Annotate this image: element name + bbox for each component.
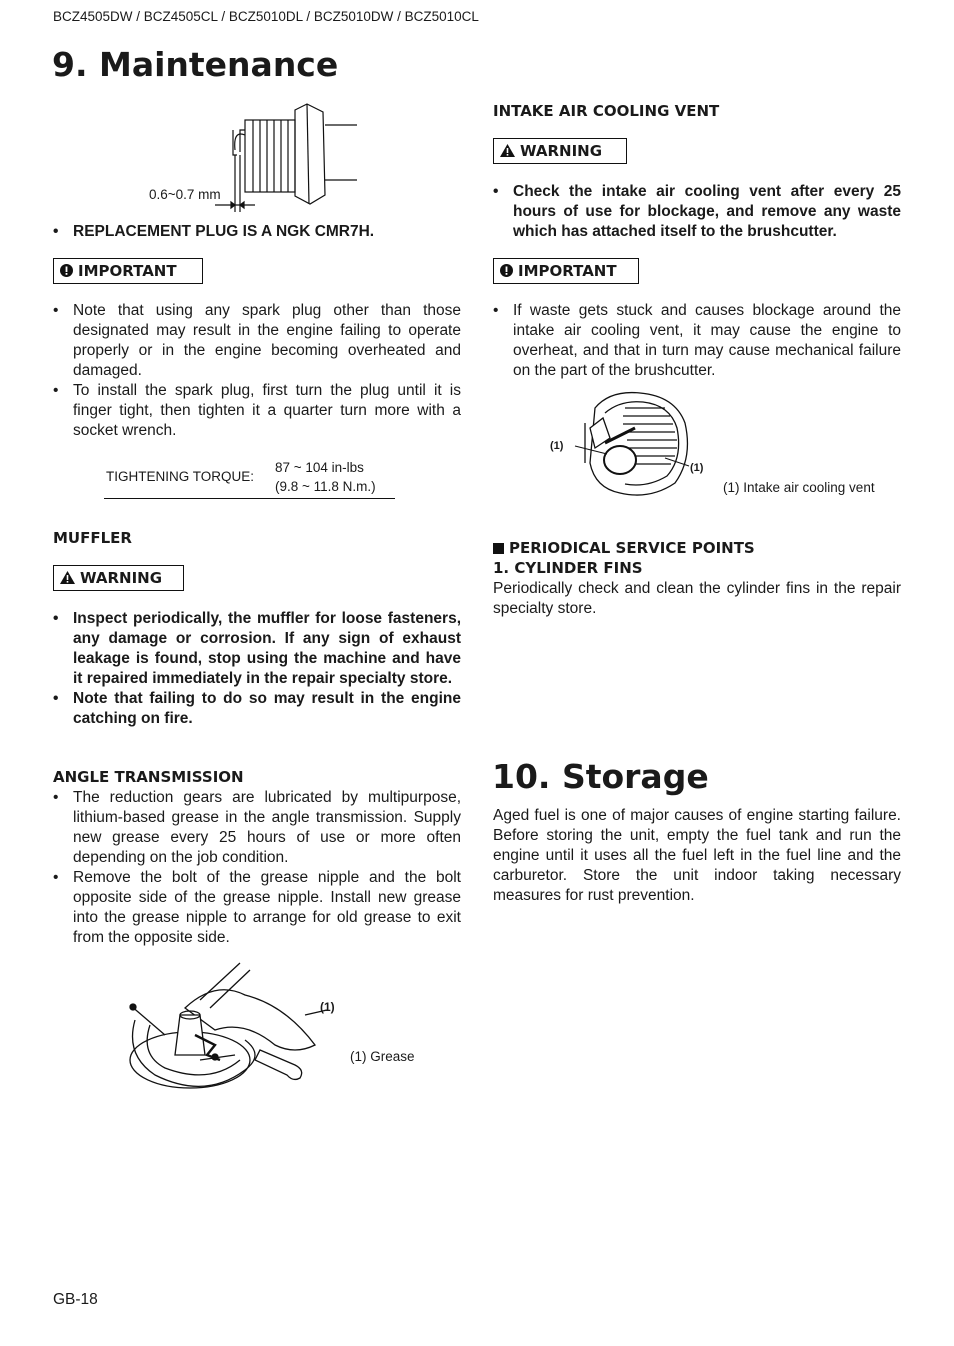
warning-label: WARNING bbox=[80, 568, 163, 587]
important-label: IMPORTANT bbox=[518, 261, 617, 280]
list-item: • Note that using any spark plug other than those designated may result in the engine failing to operate properly or in the engine becoming overheated and damaged. bbox=[53, 301, 461, 381]
warning-triangle-icon bbox=[60, 571, 75, 584]
list-item: • Remove the bolt of the grease nipple and the bolt opposite side of the grease nipple. Install new grease into the grease nipple to arrange for old grease to exit from the opposite side. bbox=[53, 868, 461, 948]
periodic-title: PERIODICAL SERVICE POINTS bbox=[509, 539, 755, 557]
muffler-notes bbox=[53, 609, 461, 729]
angle-transmission-illustration bbox=[115, 960, 335, 1095]
list-item: • If waste gets stuck and causes blockage around the intake air cooling vent, it may cause the engine to overheat, and that in turn may cause mechanical failure on the part of the brushcutter. bbox=[493, 301, 901, 381]
list-item: • The reduction gears are lubricated by multipurpose, lithium-based grease in the angle transmission. Supply new grease every 25 hours of use or more often depending on the job condition. bbox=[53, 788, 461, 868]
section-title-storage: 10. Storage bbox=[492, 757, 709, 796]
torque-underline bbox=[104, 498, 395, 499]
warning-triangle-icon bbox=[500, 144, 515, 157]
vent-callout-left: (1) bbox=[550, 440, 564, 452]
list-item: • Check the intake air cooling vent after every 25 hours of use for blockage, and remove any waste which has attached itself to the brushcutter. bbox=[493, 182, 901, 242]
important-label: IMPORTANT bbox=[78, 261, 177, 280]
spark-plug-notes bbox=[53, 301, 461, 441]
exclamation-circle-icon bbox=[60, 264, 73, 277]
grease-callout: (1) bbox=[320, 1000, 335, 1014]
warning-label: WARNING bbox=[520, 141, 603, 160]
engine-illustration bbox=[565, 388, 695, 500]
storage-text: Aged fuel is one of major causes of engine starting failure. Before storing the unit, empty the fuel tank and run the engine until it uses all the fuel left in the fuel line and the carburetor. Store the unit indoor taking necessary measures for rust prevention. bbox=[493, 807, 901, 904]
intake-title: INTAKE AIR COOLING VENT bbox=[493, 102, 720, 120]
square-bullet-icon bbox=[493, 543, 504, 554]
replacement-list bbox=[53, 222, 463, 242]
angle-notes bbox=[53, 788, 461, 948]
vent-caption: (1) Intake air cooling vent bbox=[723, 480, 875, 495]
vent-callout-right: (1) bbox=[690, 462, 704, 474]
list-item: • Inspect periodically, the muffler for loose fasteners, any damage or corrosion. If any sign of exhaust leakage is found, stop using the machine and have it repaired immediately in the repair specialty store. bbox=[53, 609, 461, 689]
section-title-maintenance: 9. Maintenance bbox=[52, 45, 339, 84]
muffler-title: MUFFLER bbox=[53, 529, 132, 547]
gap-label: 0.6~0.7 mm bbox=[149, 187, 221, 202]
grease-caption: (1) Grease bbox=[350, 1049, 415, 1064]
periodic-heading bbox=[493, 539, 755, 557]
cylinder-fins-text: Periodically check and clean the cylinder fins in the repair specialty store. bbox=[493, 580, 901, 617]
intake-important-notes bbox=[493, 301, 901, 381]
warning-tag bbox=[493, 138, 627, 164]
list-item: • Note that failing to do so may result in the engine catching on fire. bbox=[53, 689, 461, 729]
intake-warning-notes bbox=[493, 182, 901, 242]
warning-tag bbox=[53, 565, 184, 591]
torque-value-nm: (9.8 ~ 11.8 N.m.) bbox=[275, 479, 376, 494]
important-tag bbox=[493, 258, 639, 284]
list-item: • REPLACEMENT PLUG IS A NGK CMR7H. bbox=[53, 222, 463, 242]
list-item: • To install the spark plug, first turn the plug until it is finger tight, then tighten it a quarter turn more with a socket wrench. bbox=[53, 381, 461, 441]
cylinder-fins-subtitle: 1. CYLINDER FINS bbox=[493, 559, 643, 577]
angle-title: ANGLE TRANSMISSION bbox=[53, 768, 244, 786]
torque-value-inlbs: 87 ~ 104 in-lbs bbox=[275, 460, 364, 475]
page-number: GB-18 bbox=[53, 1291, 98, 1308]
exclamation-circle-icon bbox=[500, 264, 513, 277]
torque-label: TIGHTENING TORQUE: bbox=[106, 469, 255, 484]
document-header: BCZ4505DW / BCZ4505CL / BCZ5010DL / BCZ5010DW / BCZ5010CL bbox=[53, 9, 479, 24]
important-tag bbox=[53, 258, 203, 284]
